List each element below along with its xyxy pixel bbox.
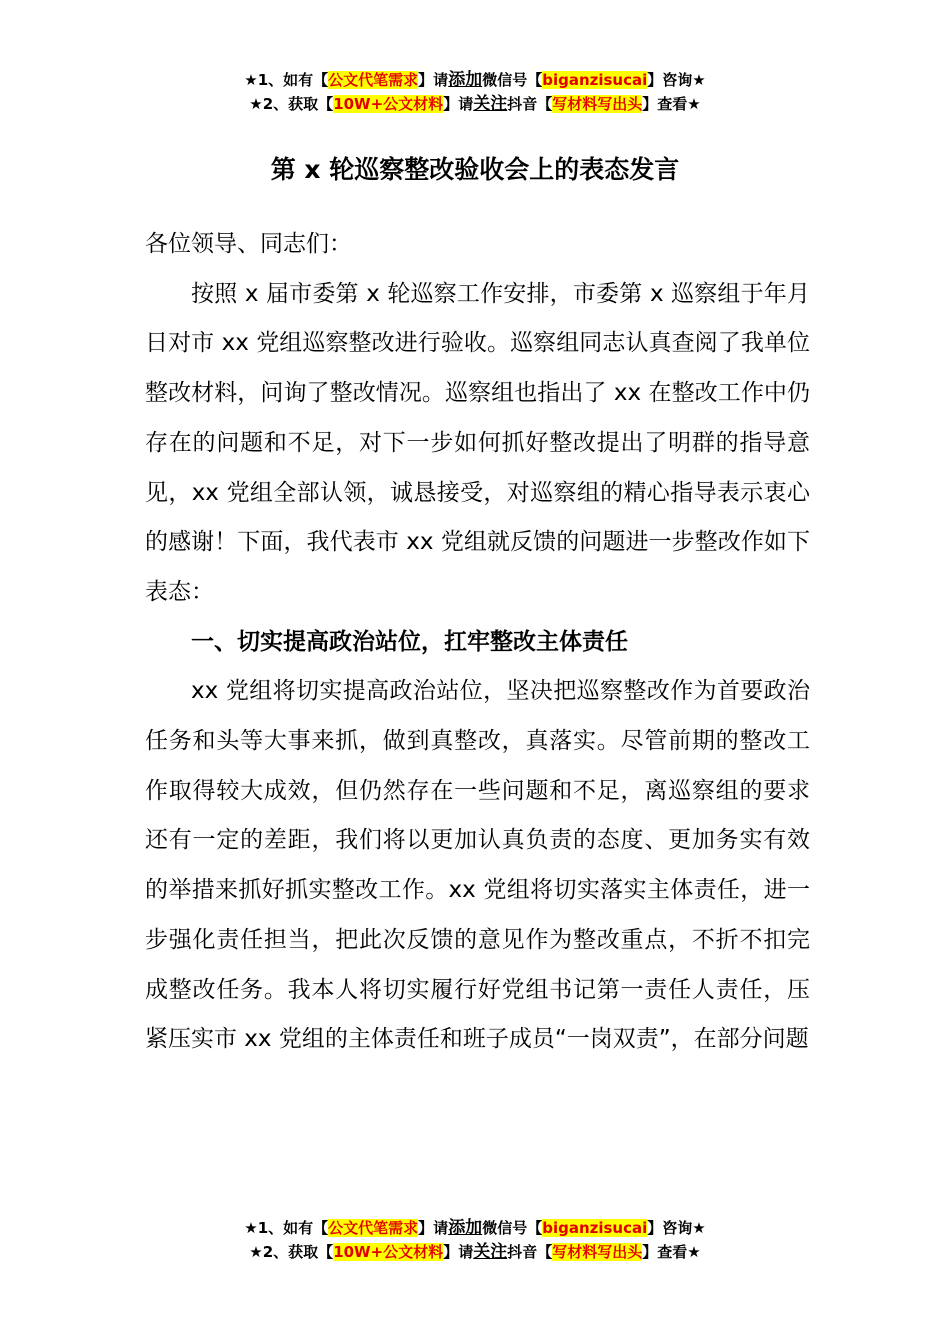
ad-text: 抖音【	[507, 95, 553, 113]
section-heading-1: 一、切实提高政治站位，扛牢整改主体责任	[191, 628, 628, 655]
salutation: 各位领导、同志们：	[145, 231, 352, 257]
ad-text: 】请	[418, 1219, 449, 1237]
ad-line-1	[0, 1216, 950, 1240]
ad-text: 抖音【	[507, 1243, 553, 1261]
footer-ad-banner	[0, 1216, 950, 1264]
header-ad-banner	[0, 68, 950, 116]
ad-emphasis: 添加	[448, 1218, 483, 1238]
ad-text: ★1、如有【	[244, 71, 329, 89]
ad-text: 】请	[443, 1243, 474, 1261]
ad-line-2	[0, 1240, 950, 1264]
ad-emphasis: 添加	[448, 70, 483, 90]
ad-highlight-service: 公文代笔需求	[328, 1219, 419, 1237]
ad-text: 】咨询★	[647, 71, 706, 89]
ad-text: 】请	[418, 71, 449, 89]
ad-highlight-douyin-id: 写材料写出头	[552, 95, 643, 113]
ad-highlight-wechat-id: biganzisucai	[542, 1219, 648, 1237]
ad-emphasis: 关注	[473, 94, 508, 114]
document-body	[145, 220, 810, 1065]
ad-text: 微信号【	[482, 71, 543, 89]
ad-text: ★2、获取【	[249, 95, 334, 113]
ad-text: ★1、如有【	[244, 1219, 329, 1237]
ad-line-2	[0, 92, 950, 116]
ad-text: 】请	[443, 95, 474, 113]
ad-text: ★2、获取【	[249, 1243, 334, 1261]
document-title: 第 x 轮巡察整改验收会上的表态发言	[270, 155, 680, 184]
ad-text: 微信号【	[482, 1219, 543, 1237]
ad-text: 】咨询★	[647, 1219, 706, 1237]
ad-highlight-douyin-id: 写材料写出头	[552, 1243, 643, 1261]
ad-line-1	[0, 68, 950, 92]
paragraph-intro: 按照 x 届市委第 x 轮巡察工作安排，市委第 x 巡察组于年月日对市 xx 党组巡察整改进行验收。巡察组同志认真查阅了我单位整改材料，问询了整改情况。巡察组也指出了 xx 在整改工作中仍存在的问题和不足，对下一步如何抓好整改提出了明群的指导意见，xx 党组全部认领，诚恳接受，对巡察组的精心指导表示衷心的感谢！下面，我代表市 xx 党组就反馈的问题进一步整改作如下表态：	[145, 280, 810, 605]
ad-text: 】查看★	[642, 1243, 701, 1261]
ad-emphasis: 关注	[473, 1242, 508, 1262]
ad-highlight-wechat-id: biganzisucai	[542, 71, 648, 89]
paragraph-section-1: xx 党组将切实提高政治站位，坚决把巡察整改作为首要政治任务和头等大事来抓，做到真整改，真落实。尽管前期的整改工作取得较大成效，但仍然存在一些问题和不足，离巡察组的要求还有一定的差距，我们将以更加认真负责的态度、更加务实有效的举措来抓好抓实整改工作。xx 党组将切实落实主体责任，进一步强化责任担当，把此次反馈的意见作为整改重点，不折不扣完成整改任务。我本人将切实履行好党组书记第一责任人责任，压紧压实市 xx 党组的主体责任和班子成员“一岗双责”，在部分问题	[145, 678, 810, 1053]
ad-text: 】查看★	[642, 95, 701, 113]
ad-highlight-materials: 10W+公文材料	[333, 1243, 444, 1261]
ad-highlight-service: 公文代笔需求	[328, 71, 419, 89]
ad-highlight-materials: 10W+公文材料	[333, 95, 444, 113]
